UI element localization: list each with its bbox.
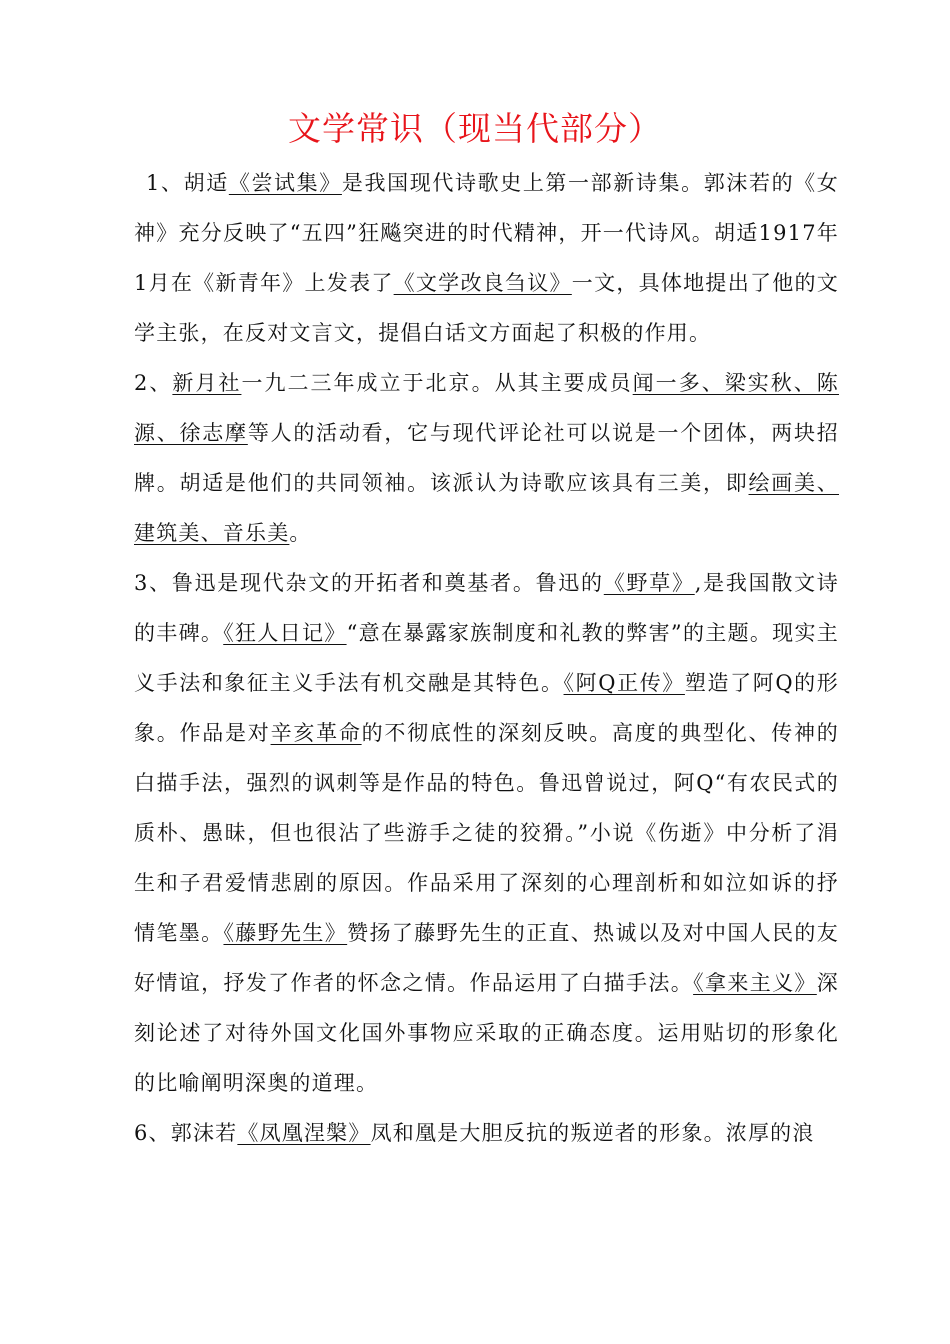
underlined-term: 《拿来主义》 bbox=[693, 971, 817, 995]
text-segment: 是我国现代诗歌史上第一部新诗集。郭沫若的《女神》充分反映了“五四”狂飚突进的时代精神，开一代诗风。胡适1917年1月在《新青年》上发表了 bbox=[134, 171, 839, 295]
text-segment: 的不彻底性的深刻反映。高度的典型化、传神的白描手法，强烈的讽刺等是作品的特色。鲁迅曾说过，阿Q“有农民式的质朴、愚昧，但也很沾了些游手之徒的狡猾。”小说《伤逝》中分析了涓生和子君爱情悲剧的原因。作品采用了深刻的心理剖析和如泣如诉的抒情笔墨。 bbox=[134, 721, 839, 945]
underlined-term: 《阿Q正传》 bbox=[563, 671, 685, 695]
text-segment: 等人的活动看，它与现代评论社可以说是一个团体，两块招牌。胡适是他们的共同领袖。该派认为诗歌应该具有三美，即 bbox=[134, 421, 840, 495]
underlined-term: 《藤野先生》 bbox=[223, 921, 348, 945]
paragraph-p6 bbox=[134, 1108, 839, 1158]
text-segment: 凤和凰是大胆反抗的叛逆者的形象。浓厚的浪 bbox=[370, 1121, 815, 1145]
document-body bbox=[134, 158, 839, 1158]
paragraph-p1 bbox=[134, 158, 839, 358]
text-segment: 赞扬了藤野先生的正直、热诚以及对中国人民的友好情谊，抒发了作者的怀念之情。作品运用了白描手法。 bbox=[134, 921, 839, 995]
text-segment: 塑造了阿Q的形象。作品是对 bbox=[134, 671, 839, 745]
text-segment: 。 bbox=[289, 521, 312, 545]
text-segment: 一九二三年成立于北京。从其主要成员 bbox=[241, 371, 633, 395]
text-segment: 6、郭沫若 bbox=[134, 1121, 238, 1145]
paragraph-p2 bbox=[134, 358, 839, 558]
paragraph-p3 bbox=[134, 558, 839, 1108]
underlined-term: 闻一多、梁实秋、陈源、徐志摩 bbox=[134, 371, 839, 445]
underlined-term: 新月社 bbox=[172, 371, 242, 395]
text-segment: “意在暴露家族制度和礼教的弊害”的主题。现实主义手法和象征主义手法有机交融是其特色。 bbox=[134, 621, 839, 695]
text-segment: 深刻论述了对待外国文化国外事物应采取的正确态度。运用贴切的形象化的比喻阐明深奥的道理。 bbox=[134, 971, 839, 1095]
underlined-term: 《狂人日记》 bbox=[223, 621, 347, 645]
text-segment: 2、 bbox=[134, 371, 173, 395]
underlined-term: 《野草》 bbox=[603, 571, 695, 595]
text-segment: ,是我国散文诗的丰碑。 bbox=[134, 571, 839, 645]
text-segment: 一文，具体地提出了他的文学主张，在反对文言文，提倡白话文方面起了积极的作用。 bbox=[134, 271, 839, 345]
page-title: 文学常识（现当代部分） bbox=[288, 109, 662, 148]
underlined-term: 《凤凰涅槃》 bbox=[237, 1121, 371, 1145]
underlined-term: 《尝试集》 bbox=[228, 171, 342, 195]
underlined-term: 《文学改良刍议》 bbox=[393, 271, 572, 295]
text-segment: 1、胡适 bbox=[146, 171, 229, 195]
underlined-term: 绘画美、建筑美、音乐美 bbox=[134, 471, 839, 545]
underlined-term: 辛亥革命 bbox=[270, 721, 362, 745]
text-segment: 3、鲁迅是现代杂文的开拓者和奠基者。鲁迅的 bbox=[134, 571, 604, 595]
